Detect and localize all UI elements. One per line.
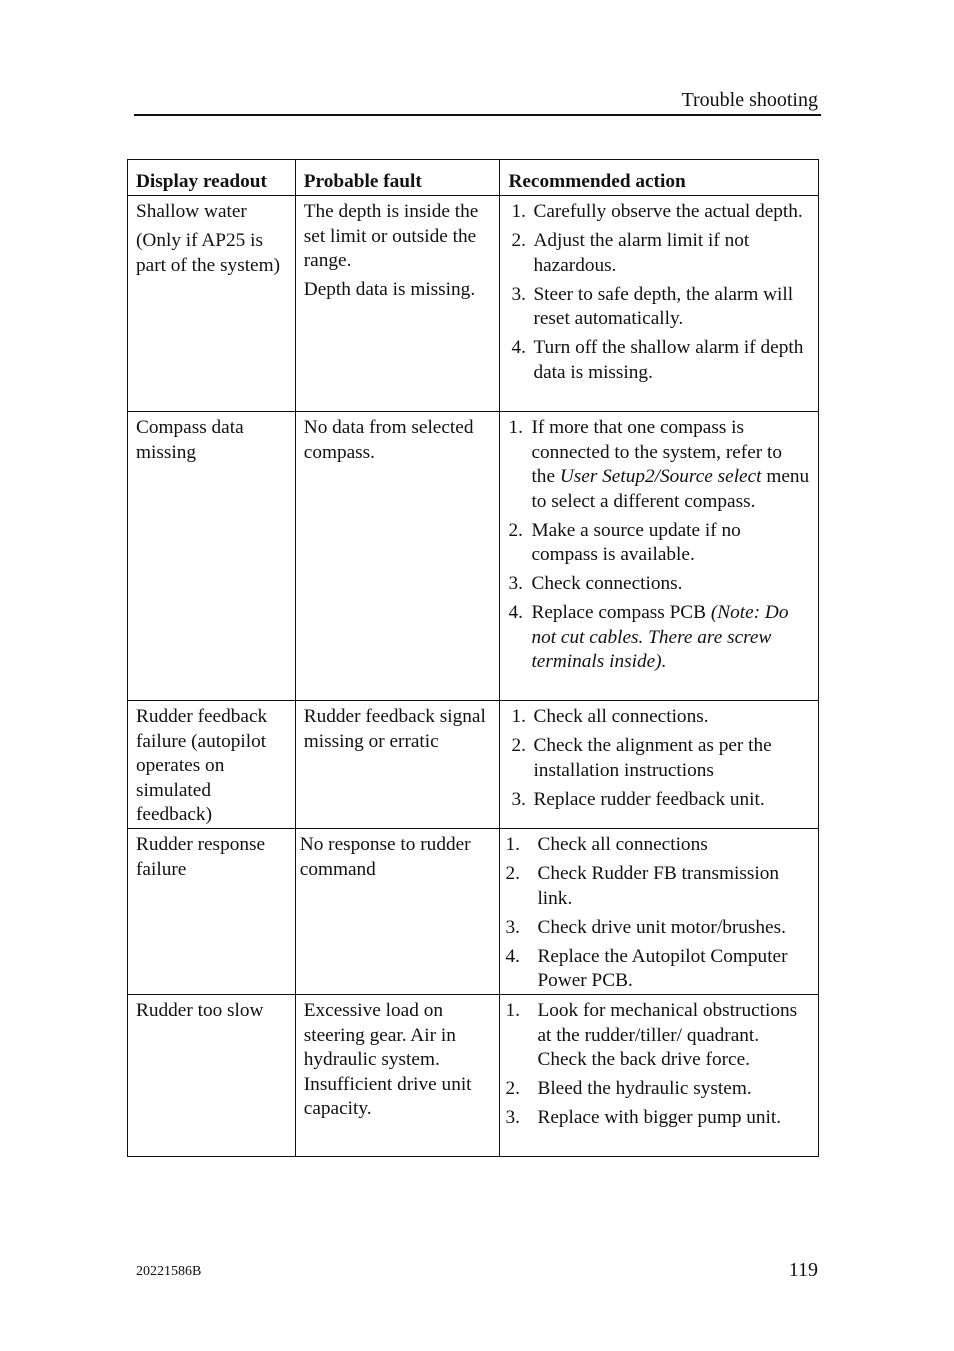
column-header: Recommended action <box>500 160 819 196</box>
action-list <box>508 705 810 812</box>
step-number: 1. <box>511 706 526 727</box>
action-item <box>508 705 810 730</box>
action-list <box>505 999 810 1131</box>
recommended-action-cell <box>500 412 819 701</box>
step-number: 4. <box>508 602 523 623</box>
action-item <box>508 788 810 813</box>
step-text: menu to select a different compass. <box>531 466 810 512</box>
display-readout-text: Rudder too slow <box>136 1000 264 1021</box>
step-text: Replace rudder feedback unit. <box>533 788 765 810</box>
action-item <box>505 1106 810 1131</box>
display-readout-text: Shallow water <box>136 201 247 222</box>
step-text: Replace the Autopilot Computer Power PCB. <box>537 945 788 991</box>
step-number: 4. <box>511 337 526 358</box>
running-header: Trouble shooting <box>681 89 818 111</box>
table-row <box>128 701 819 829</box>
display-readout-cell <box>128 701 296 829</box>
step-text: Check Rudder FB transmission link. <box>537 863 779 909</box>
probable-fault-text: Depth data is missing. <box>303 279 476 300</box>
step-text: Check connections. <box>531 573 683 594</box>
table-header-row <box>128 160 819 196</box>
step-number: 2. <box>508 519 523 541</box>
action-item <box>505 862 810 911</box>
step-text: Check the alignment as per the installation instructions <box>533 735 772 781</box>
action-list <box>505 833 810 994</box>
troubleshooting-table <box>127 159 819 1157</box>
action-item <box>505 833 810 858</box>
step-number: 1. <box>508 417 523 438</box>
action-item <box>505 945 810 994</box>
probable-fault-cell <box>295 995 500 1157</box>
action-item <box>508 519 810 568</box>
probable-fault-text: No response to rudder command <box>299 834 471 880</box>
step-number: 3. <box>505 1107 520 1128</box>
step-number: 1. <box>511 201 526 222</box>
menu-path-text: User Setup2/Source select <box>559 466 762 487</box>
step-text: Turn off the shallow alarm if depth data is missing. <box>533 337 804 383</box>
column-header: Display readout <box>128 160 296 196</box>
page-number: 119 <box>788 1259 818 1281</box>
step-number: 2. <box>511 735 526 756</box>
step-text: Check drive unit motor/brushes. <box>537 916 786 938</box>
probable-fault-text: Excessive load on steering gear. Air in hydraulic system. Insufficient drive unit capacity. <box>303 1000 472 1119</box>
step-number: 3. <box>511 283 526 305</box>
action-list <box>508 200 810 385</box>
table-row <box>128 196 819 412</box>
probable-fault-cell <box>295 196 500 412</box>
action-item <box>508 734 810 783</box>
step-text: Check all connections <box>537 834 708 855</box>
action-item <box>508 229 810 278</box>
step-text: Check all connections. <box>533 706 709 727</box>
recommended-action-cell <box>500 829 819 995</box>
display-readout-cell <box>128 412 296 701</box>
document-code: 20221586B <box>136 1264 202 1279</box>
step-number: 3. <box>505 916 520 938</box>
step-text: Replace with bigger pump unit. <box>537 1107 782 1128</box>
action-item <box>505 999 810 1073</box>
step-text: Adjust the alarm limit if not hazardous. <box>533 230 750 276</box>
display-readout-note: (Only if AP25 is part of the system) <box>136 230 281 276</box>
action-list <box>508 416 810 675</box>
step-text: Carefully observe the actual depth. <box>533 201 803 222</box>
step-number: 2. <box>505 863 520 884</box>
action-item <box>508 601 810 675</box>
probable-fault-text: The depth is inside the set limit or outside the range. <box>303 201 479 271</box>
probable-fault-cell <box>295 829 500 995</box>
step-number: 1. <box>505 834 520 855</box>
display-readout-text: Rudder response failure <box>136 834 266 880</box>
action-item <box>505 1077 810 1102</box>
probable-fault-text: Rudder feedback signal missing or erratic <box>303 706 486 752</box>
display-readout-text: Compass data missing <box>136 417 244 463</box>
step-text: If more that one compass is connected to the system, refer to the <box>531 417 783 487</box>
probable-fault-cell <box>295 412 500 701</box>
note-text: (Note: Do not cut cables. There are screw terminals inside). <box>531 602 789 672</box>
table-row <box>128 412 819 701</box>
step-text: Make a source update if no compass is available. <box>531 519 741 565</box>
header-rule <box>134 114 821 116</box>
table-row <box>128 829 819 995</box>
step-text: Bleed the hydraulic system. <box>537 1078 752 1099</box>
display-readout-cell <box>128 995 296 1157</box>
action-item <box>508 336 810 385</box>
step-number: 3. <box>511 788 526 810</box>
action-item <box>505 916 810 941</box>
column-header: Probable fault <box>295 160 500 196</box>
action-item <box>508 572 810 597</box>
action-item <box>508 283 810 332</box>
step-text: Steer to safe depth, the alarm will reset automatically. <box>533 283 794 329</box>
table-row <box>128 995 819 1157</box>
step-text: Replace compass PCB <box>531 602 711 623</box>
display-readout-text: Rudder feedback failure (autopilot operates on simulated feedback) <box>136 706 268 825</box>
display-readout-cell <box>128 829 296 995</box>
step-number: 4. <box>505 945 520 967</box>
step-number: 1. <box>505 1000 520 1021</box>
display-readout-cell <box>128 196 296 412</box>
probable-fault-cell <box>295 701 500 829</box>
recommended-action-cell <box>500 196 819 412</box>
recommended-action-cell <box>500 995 819 1157</box>
step-number: 2. <box>505 1078 520 1099</box>
action-item <box>508 200 810 225</box>
step-number: 3. <box>508 573 523 594</box>
recommended-action-cell <box>500 701 819 829</box>
step-text: Look for mechanical obstructions at the rudder/tiller/ quadrant. Check the back drive force. <box>537 1000 798 1070</box>
probable-fault-text: No data from selected compass. <box>303 417 474 463</box>
action-item <box>508 416 810 514</box>
step-number: 2. <box>511 230 526 251</box>
